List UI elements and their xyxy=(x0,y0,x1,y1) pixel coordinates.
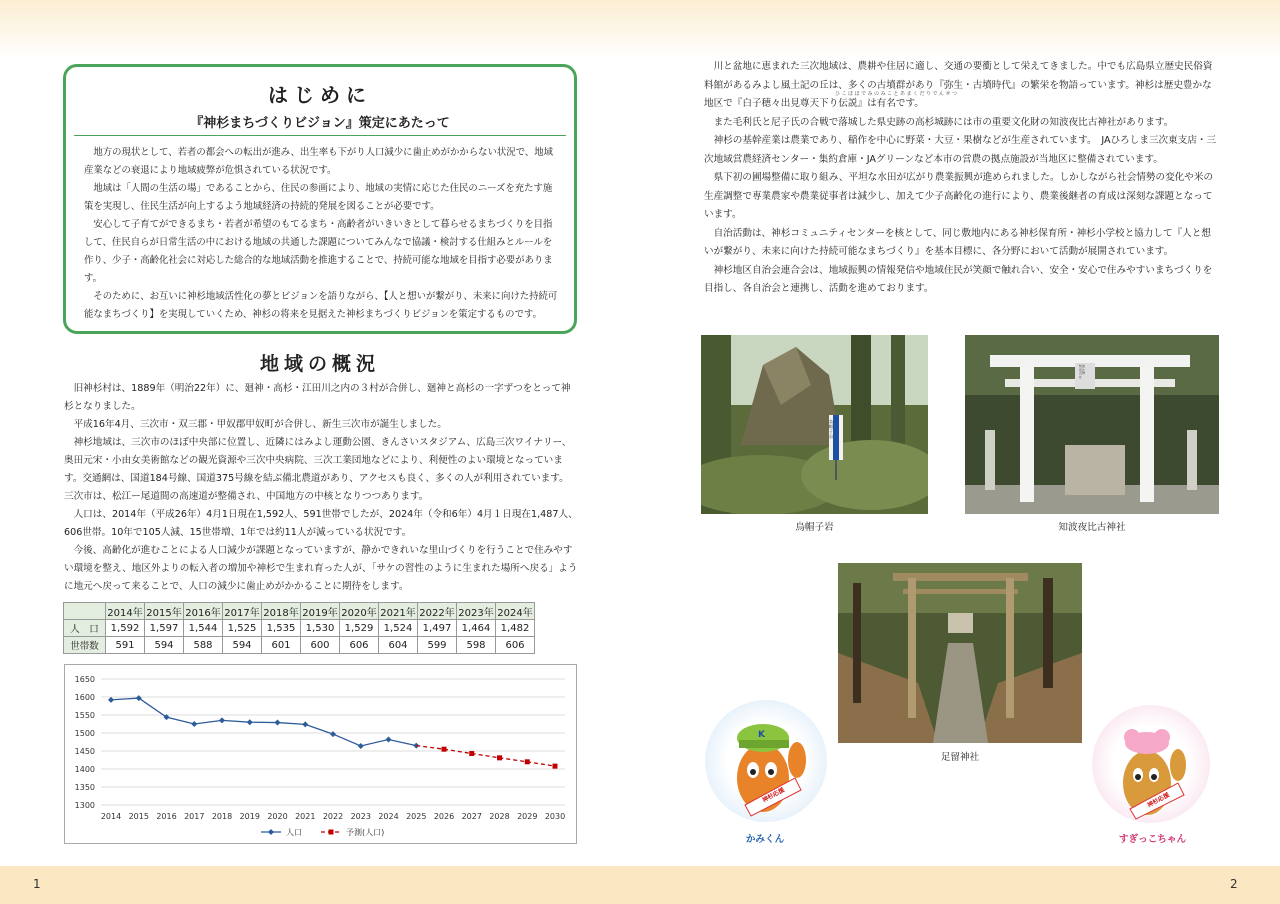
right-paragraph: 川と盆地に恵まれた三次地域は、農耕や住居に適し、交通の要衝として栄えてきました。中でも広島県立歴史民俗資料館があるみよし風土記の丘は、多くの古墳群があり『弥生・古墳時代』の繁栄を物語っています。神杉は歴史豊かな地区で『白子穂々出見尊天下り伝説』は有名です。 xyxy=(704,61,1213,109)
mascot-sugikko-chan xyxy=(1092,705,1210,823)
x-tick-label: 2017 xyxy=(184,812,205,821)
table-cell: 594 xyxy=(223,637,262,654)
year-header: 2015年 xyxy=(145,603,184,620)
kamikun-illustration xyxy=(705,700,827,822)
photo-eboshi-rock xyxy=(701,335,928,514)
rock-image xyxy=(701,335,928,514)
table-cell: 591 xyxy=(106,637,145,654)
year-header: 2019年 xyxy=(301,603,340,620)
chart-svg xyxy=(65,665,576,843)
page-number-right: 2 xyxy=(1230,877,1238,891)
table-row xyxy=(64,620,535,637)
year-header: 2014年 xyxy=(106,603,145,620)
caption-ashidome-shrine: 足留神社 xyxy=(940,752,980,763)
mascot-name-sugikko-chan: すぎっこちゃん xyxy=(1118,834,1187,845)
legend-label: 予測(人口) xyxy=(346,828,385,837)
population-chart xyxy=(64,664,577,844)
table-cell: 606 xyxy=(340,637,379,654)
region-paragraph: 今後、高齢化が進むことによる人口減少が課題となっていますが、静かできれいな里山づくりを行うことで住みやすい環境を整え、地区外よりの転入者の増加や神杉で生まれ育った人が、「サケの習性のように生まれた場所へ戻る」ように地元へ戻って来ることで、人口の減少に歯止めがかかることに期待をします。 xyxy=(64,545,578,592)
data-point xyxy=(219,717,225,723)
bottom-band xyxy=(0,866,1280,904)
y-tick-label: 1400 xyxy=(74,765,95,774)
kamikun-sash-text: 神杉応援 xyxy=(761,786,786,805)
y-tick-label: 1550 xyxy=(74,711,95,720)
population-table xyxy=(63,602,535,654)
y-tick-label: 1600 xyxy=(74,693,95,702)
data-point xyxy=(247,719,253,725)
intro-body xyxy=(66,136,574,324)
right-paragraph: 自治活動は、神杉コミュニティセンターを核として、同じ敷地内にある神杉保育所・神杉小学校と協力して『人と想いが繋がり、未来に向けた持続可能なまちづくり』を基本目標に、各分野において活動が展開されています。 xyxy=(704,227,1211,257)
data-point xyxy=(386,736,392,742)
sugikko-sash-text: 神杉応援 xyxy=(1146,791,1171,810)
year-header: 2020年 xyxy=(340,603,379,620)
data-point xyxy=(108,697,114,703)
x-tick-label: 2023 xyxy=(350,812,371,821)
x-tick-label: 2015 xyxy=(128,812,149,821)
year-header: 2017年 xyxy=(223,603,262,620)
region-paragraph: 平成16年4月、三次市・双三郡・甲奴郡甲奴町が合併し、新生三次市が誕生しました。 xyxy=(73,419,447,430)
legend-marker xyxy=(329,830,334,835)
x-tick-label: 2027 xyxy=(461,812,482,821)
y-tick-label: 1350 xyxy=(74,783,95,792)
y-tick-label: 1300 xyxy=(74,801,95,810)
intro-title: はじめに xyxy=(268,83,372,107)
x-tick-label: 2025 xyxy=(406,812,427,821)
x-tick-label: 2016 xyxy=(156,812,177,821)
mascot-kamikun xyxy=(705,700,827,822)
rock-sign-text: 烏帽子岩 xyxy=(829,419,833,439)
table-cell: 1,525 xyxy=(223,620,262,637)
intro-box xyxy=(63,64,577,334)
year-header: 2023年 xyxy=(457,603,496,620)
year-header: 2021年 xyxy=(379,603,418,620)
table-cell: 588 xyxy=(184,637,223,654)
region-body xyxy=(64,380,578,596)
data-point xyxy=(469,751,474,756)
series-line xyxy=(111,698,416,746)
intro-paragraph: 地方の現状として、若者の都会への転出が進み、出生率も下がり人口減少に歯止めがかからない状況で、地域産業などの衰退により地域疲弊が危惧されている状況です。 xyxy=(84,147,553,176)
mascot-name-kamikun: かみくん xyxy=(745,834,785,845)
x-tick-label: 2022 xyxy=(322,812,344,821)
region-paragraph: 神杉地域は、三次市のほぼ中央部に位置し、近隣にはみよし運動公園、きんさいスタジアム、広島三次ワイナリー、奥田元宋・小由女美術館などの観光資源や三次中央病院、三次工業団地などにより、利便性のよい環境となっています。交通網は、国道184号線、国道375号線を結ぶ備北農道があり、アクセスも良く、多くの人が利用されています。三次市は、松江ー尾道間の高速道が整備され、中国地方の中核となりつつあります。 xyxy=(64,437,572,502)
table-cell: 601 xyxy=(262,637,301,654)
year-header: 2016年 xyxy=(184,603,223,620)
data-point xyxy=(553,764,558,769)
x-tick-label: 2028 xyxy=(489,812,510,821)
shrine2-image xyxy=(838,563,1082,743)
caption-eboshi-rock: 烏帽子岩 xyxy=(795,522,834,533)
table-cell: 599 xyxy=(418,637,457,654)
x-tick-label: 2024 xyxy=(378,812,399,821)
right-paragraph: また毛利氏と尼子氏の合戦で落城した県史跡の高杉城跡には市の重要文化財の知波夜比古神社があります。 xyxy=(713,116,1174,128)
region-title: 地域の概況 xyxy=(259,353,380,375)
series-line xyxy=(416,746,555,767)
table-cell: 1,524 xyxy=(379,620,418,637)
year-header: 2024年 xyxy=(496,603,535,620)
y-tick-label: 1500 xyxy=(74,729,95,738)
year-header: 2018年 xyxy=(262,603,301,620)
page-number-left: 1 xyxy=(33,877,41,891)
data-point xyxy=(525,759,530,764)
right-paragraph: 神杉地区自治会連合会は、地域振興の情報発信や地域住民が笑顔で触れ合い、安全・安心で住みやすいまちづくりを目指し、各自治会と連携し、活動を進めております。 xyxy=(704,264,1213,294)
photo-ashidome-shrine xyxy=(838,563,1082,743)
table-cell: 1,535 xyxy=(262,620,301,637)
intro-paragraph: 安心して子育てができるまち・若者が希望のもてるまち・高齢者がいきいきとして暮らせるまちづくりを目指して、住民自らが日常生活の中における地域の共通した課題についてみんなで協議・検討する仕組みとルールを作り、少子・高齢化社会に対応した総合的な地域活動を推進することで、持続可能な地域を目指す必要があります。 xyxy=(84,219,553,284)
table-cell: 604 xyxy=(379,637,418,654)
x-tick-label: 2030 xyxy=(544,812,566,821)
caption-chihayahiko-shrine: 知波夜比古神社 xyxy=(1058,522,1126,533)
x-tick-label: 2026 xyxy=(433,812,455,821)
shrine-plaque-text: 知波夜比古神社 xyxy=(1079,364,1086,379)
x-tick-label: 2021 xyxy=(295,812,316,821)
data-point xyxy=(191,721,197,727)
y-tick-label: 1450 xyxy=(74,747,95,756)
legend-label: 人口 xyxy=(286,828,302,837)
top-band xyxy=(0,0,1280,60)
x-tick-label: 2014 xyxy=(100,812,122,821)
data-point xyxy=(330,731,336,737)
row-label: 人 口 xyxy=(64,620,106,637)
table-cell: 600 xyxy=(301,637,340,654)
table-header-row xyxy=(64,603,535,620)
data-point xyxy=(275,720,281,726)
data-point xyxy=(497,755,502,760)
legend-marker xyxy=(268,829,274,835)
table-corner-cell xyxy=(64,603,106,620)
shrine1-image xyxy=(965,335,1219,514)
x-tick-label: 2020 xyxy=(267,812,288,821)
intro-subtitle: 『神杉まちづくりビジョン』策定にあたって xyxy=(190,116,450,131)
right-body xyxy=(704,58,1220,299)
table-cell: 606 xyxy=(496,637,535,654)
row-label: 世帯数 xyxy=(64,637,106,654)
region-paragraph: 人口は、2014年（平成26年）4月1日現在1,592人、591世帯でしたが、2024年（令和6年）4月１日現在1,487人、606世帯。10年で105人減、15世帯増、1年では約11人が減っている状況です。 xyxy=(64,509,578,538)
table-cell: 594 xyxy=(145,637,184,654)
kamikun-cap-letter: K xyxy=(758,730,765,740)
data-point xyxy=(302,721,308,727)
year-header: 2022年 xyxy=(418,603,457,620)
right-paragraph: 神杉の基幹産業は農業であり、稲作を中心に野菜・大豆・果樹などが生産されています。 JAひろしま三次東支店・三次地域営農経済センター・集約倉庫・JAグリーンなど本市の営農の拠点施設が当地区に整備されています。 xyxy=(704,135,1217,165)
table-cell: 1,464 xyxy=(457,620,496,637)
table-cell: 1,597 xyxy=(145,620,184,637)
right-paragraph: 県下初の圃場整備に取り組み、平坦な水田が広がり農業振興が進められました。しかしながら社会情勢の変化や米の生産調整で専業農家や農業従事者は減少し、加えて少子高齢化の進行により、農業後継者の育成は深刻な課題となっています。 xyxy=(704,172,1214,220)
data-point xyxy=(442,747,447,752)
x-tick-label: 2018 xyxy=(211,812,233,821)
table-cell: 1,482 xyxy=(496,620,535,637)
table-cell: 1,530 xyxy=(301,620,340,637)
table-cell: 598 xyxy=(457,637,496,654)
table-cell: 1,592 xyxy=(106,620,145,637)
region-paragraph: 旧神杉村は、1889年（明治22年）に、廻神・高杉・江田川之内の３村が合併し、廻神と高杉の一字ずつをとって神杉となりました。 xyxy=(64,383,571,412)
intro-paragraph: そのために、お互いに神杉地域活性化の夢とビジョンを語りながら、【人と想いが繋がり、未来に向けた持続可能なまちづくり】を実現していくため、神杉の将来を見据えた神杉まちづくりビジョンを策定するものです。 xyxy=(84,291,558,320)
x-tick-label: 2029 xyxy=(517,812,538,821)
photo-chihayahiko-shrine xyxy=(965,335,1219,514)
y-tick-label: 1650 xyxy=(74,675,95,684)
table-cell: 1,529 xyxy=(340,620,379,637)
intro-paragraph: 地域は「人間の生活の場」であることから、住民の参画により、地域の実情に応じた住民のニーズを充たす施策を実現し、住民生活が向上するよう地域経済の持続的発展を図ることが必要です。 xyxy=(84,183,553,212)
table-cell: 1,497 xyxy=(418,620,457,637)
x-tick-label: 2019 xyxy=(239,812,260,821)
table-cell: 1,544 xyxy=(184,620,223,637)
furigana: ひこほほでみのみことあまくだりでんせつ xyxy=(835,91,959,97)
data-point xyxy=(358,743,364,749)
table-row xyxy=(64,637,535,654)
